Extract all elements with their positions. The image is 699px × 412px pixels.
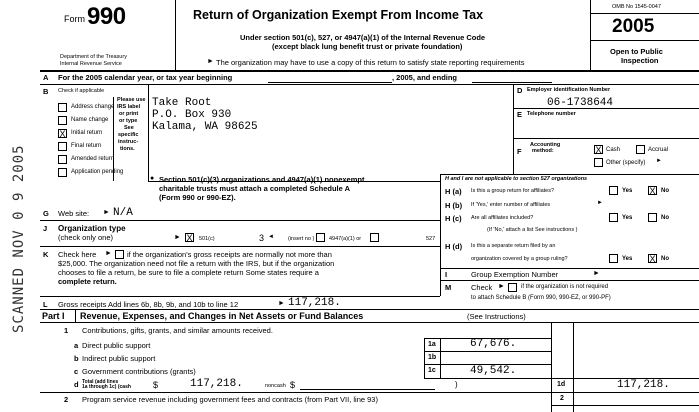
line1c-text: Government contributions (grants) xyxy=(82,367,196,376)
sec501-line2: charitable trusts must attach a completed Schedule A xyxy=(159,184,351,193)
line-g-label: Web site: xyxy=(58,209,90,218)
hc-text: Are all affiliates included? xyxy=(471,215,534,221)
line-k-check-here: Check here xyxy=(58,250,97,259)
other-method-checkbox[interactable] xyxy=(594,158,603,167)
scanned-stamp: SCANNED NOV 0 9 2005 xyxy=(11,144,27,333)
insert-no-label: (insert no ) xyxy=(288,236,315,242)
hd-no-checkbox[interactable]: X xyxy=(649,254,656,264)
h-note: H and I are not applicable to section 527 organizations xyxy=(445,176,588,182)
application-pending-label: Application pending xyxy=(71,169,124,175)
accrual-checkbox[interactable] xyxy=(636,145,645,154)
irs-label-7: instruc- xyxy=(118,139,139,145)
initial-return-label: Initial return xyxy=(71,130,103,136)
type-501c-checkbox[interactable]: X xyxy=(186,233,193,243)
irs-label-5: See xyxy=(124,125,134,131)
arrow-icon: ► xyxy=(174,234,181,241)
line1d-code: 1d xyxy=(557,381,566,388)
part1-note: (See Instructions) xyxy=(467,312,526,321)
accrual-label: Accrual xyxy=(648,147,669,153)
line1a-code: 1a xyxy=(428,341,436,348)
line1a-value: 67,676. xyxy=(470,338,517,350)
hc-label: H (c) xyxy=(445,214,462,223)
ha-yes-checkbox[interactable] xyxy=(609,186,618,195)
line1c-code: 1c xyxy=(428,367,436,374)
arrow-icon: ► xyxy=(498,283,505,290)
line-l-text: Gross receipts Add lines 6b, 8b, 9b, and 10b to line 12 xyxy=(58,300,239,309)
arrow-icon: ► xyxy=(103,209,110,216)
type-527-label: 527 xyxy=(426,236,436,242)
line-m-letter: M xyxy=(445,283,452,292)
hc-no-label: No xyxy=(661,215,669,221)
hc-yes-checkbox[interactable] xyxy=(609,213,618,222)
part1-label: Part I xyxy=(42,311,65,321)
line-l-letter: L xyxy=(43,300,48,309)
initial-return-checkbox[interactable]: X xyxy=(59,129,66,139)
line-e-label: Telephone number xyxy=(527,111,576,117)
amended-return-checkbox[interactable] xyxy=(58,155,67,164)
line-m-check: Check xyxy=(471,283,493,292)
hc-note: (If 'No,' attach a list See instructions ) xyxy=(487,227,578,233)
ha-no-checkbox[interactable]: X xyxy=(649,186,656,196)
bullet-icon: ● xyxy=(150,175,155,182)
form-subtitle1: Under section 501(c), 527, or 4947(a)(1) of the Internal Revenue Code xyxy=(240,33,486,42)
address-change-label: Address change xyxy=(71,104,115,110)
hd-yes-checkbox[interactable] xyxy=(609,254,618,263)
close-paren: ) xyxy=(455,380,458,389)
line-k-letter: K xyxy=(43,250,49,259)
hd-no-label: No xyxy=(661,256,669,262)
line1d-text2: 1a through 1c) (cash xyxy=(82,384,131,390)
arrow-icon: ◄ xyxy=(268,234,274,240)
form-number: 990 xyxy=(87,3,126,30)
type-501c-label: 501(c) xyxy=(199,236,215,242)
line-j-label2: (check only one) xyxy=(58,233,114,242)
final-return-label: Final return xyxy=(71,143,102,149)
irs-label-3: or print xyxy=(119,111,139,117)
line1d-num: d xyxy=(74,380,79,389)
dollar-icon: $ xyxy=(153,380,159,390)
irs-label-4: or type xyxy=(119,118,138,124)
hb-label: H (b) xyxy=(445,201,463,210)
application-pending-checkbox[interactable] xyxy=(58,168,67,177)
line2-text: Program service revenue including government fees and contracts (from Part VII, line 93) xyxy=(82,395,378,404)
hd-yes-label: Yes xyxy=(622,256,633,262)
type-527-checkbox[interactable] xyxy=(370,233,379,242)
arrow-icon: ► xyxy=(597,200,603,206)
org-city: Kalama, WA 98625 xyxy=(152,121,258,133)
line-j-letter: J xyxy=(43,224,48,233)
line1-num: 1 xyxy=(64,326,69,335)
line-k-line1: if the organization's gross receipts are normally not more than xyxy=(127,250,332,259)
tax-year: 2005 xyxy=(612,16,655,37)
arrow-icon: ► xyxy=(656,158,662,164)
final-return-checkbox[interactable] xyxy=(58,142,67,151)
irs-label-1: Please use xyxy=(117,97,146,103)
line2-num: 2 xyxy=(64,395,69,404)
cash-checkbox[interactable]: X xyxy=(595,145,602,155)
line-a-text: For the 2005 calendar year, or tax year beginning xyxy=(58,73,233,82)
line-k-line3: chooses to file a return, be sure to file a complete return Some states require a xyxy=(58,268,319,277)
hd-text2: organization covered by a group ruling? xyxy=(471,256,568,262)
part1-title: Revenue, Expenses, and Changes in Net Assets or Fund Balances xyxy=(80,311,364,321)
arrow-icon: ► xyxy=(593,270,600,277)
ein-value: 06-1738644 xyxy=(547,97,614,109)
hd-text1: Is this a separate return filed by an xyxy=(471,243,556,249)
type-4947-label: 4947(a)(1) or xyxy=(329,236,362,242)
line-k-line4: complete return. xyxy=(58,277,117,286)
form-subtitle2: (except black lung benefit trust or private foundation) xyxy=(272,42,463,51)
type-4947-checkbox[interactable] xyxy=(316,233,325,242)
sec501-line1: Section 501(c)(3) organizations and 4947(a)(1) nonexempt xyxy=(159,175,365,184)
line-m-text2: to attach Schedule B (Form 990, 990-EZ, or 990-PF) xyxy=(471,295,611,301)
m-checkbox[interactable] xyxy=(508,283,517,292)
arrow-icon: ► xyxy=(278,300,285,307)
line1a-num: a xyxy=(74,341,79,350)
line-e-letter: E xyxy=(517,110,523,119)
gross-receipts-value: 117,218. xyxy=(288,297,341,309)
line-i-text: Group Exemption Number xyxy=(471,270,559,279)
ha-text: Is this a group return for affiliates? xyxy=(471,188,555,194)
line-m-text1: if the organization is not required xyxy=(521,284,609,290)
hd-label: H (d) xyxy=(445,242,463,251)
dept-line1: Department of the Treasury xyxy=(60,54,127,60)
line-i-letter: I xyxy=(445,270,448,279)
line1d-text1: Total (add lines xyxy=(82,379,119,385)
irs-label-8: tions. xyxy=(120,146,135,152)
type-501c-number: 3 xyxy=(259,233,265,243)
address-change-checkbox[interactable] xyxy=(58,103,67,112)
line-g-letter: G xyxy=(43,209,49,218)
form-word: Form xyxy=(64,14,85,24)
open-public-1: Open to Public xyxy=(610,47,663,56)
line-j-label1: Organization type xyxy=(58,224,126,233)
k-checkbox[interactable] xyxy=(115,250,124,259)
line-a-mid: , 2005, and ending xyxy=(392,73,458,82)
cash-label: Cash xyxy=(606,147,621,153)
name-change-checkbox[interactable] xyxy=(58,116,67,125)
line2-code: 2 xyxy=(560,395,564,402)
line-a-letter: A xyxy=(43,73,49,82)
line-b-title: Check if applicable xyxy=(58,88,105,94)
open-public-2: Inspection xyxy=(621,56,659,65)
omb-number: OMB No 1545-0047 xyxy=(612,4,661,10)
line-b-letter: B xyxy=(43,87,49,96)
amended-return-label: Amended return xyxy=(71,156,115,162)
dollar-icon: $ xyxy=(290,380,296,390)
line1b-code: 1b xyxy=(428,354,437,361)
arrow-icon: ► xyxy=(105,250,112,257)
line-k-line2: $25,000. The organization need not file a return with the IRS, but if the organization xyxy=(58,259,335,268)
irs-label-6: specific xyxy=(118,132,139,138)
org-name: Take Root xyxy=(152,97,212,109)
line1b-text: Indirect public support xyxy=(82,354,156,363)
other-method-label: Other (specify) xyxy=(606,160,646,166)
line-f-label2: method: xyxy=(532,148,554,154)
ha-label: H (a) xyxy=(445,187,462,196)
line-f-label1: Accounting xyxy=(530,142,561,148)
line1a-text: Direct public support xyxy=(82,341,151,350)
dept-line2: Internal Revenue Service xyxy=(60,61,122,67)
state-notice: The organization may have to use a copy of this return to satisfy state reporting requirements xyxy=(216,58,525,67)
line1b-num: b xyxy=(74,354,79,363)
line1d-value: 117,218. xyxy=(617,379,670,391)
line-f-letter: F xyxy=(517,147,522,156)
name-change-label: Name change xyxy=(71,117,109,123)
line-d-label: Employer identification Number xyxy=(527,87,611,93)
arrow-icon: ► xyxy=(207,58,214,65)
form-title: Return of Organization Exempt From Income Tax xyxy=(193,8,484,22)
line1d-cash-value: 117,218. xyxy=(190,378,243,390)
org-address: P.O. Box 930 xyxy=(152,109,232,121)
sec501-line3: (Form 990 or 990-EZ). xyxy=(159,193,236,202)
line1d-noncash: noncash xyxy=(265,383,286,389)
irs-label-2: IRS label xyxy=(117,104,141,110)
ha-yes-label: Yes xyxy=(622,188,633,194)
ha-no-label: No xyxy=(661,188,669,194)
hc-no-checkbox[interactable] xyxy=(648,213,657,222)
line-d-letter: D xyxy=(517,86,523,95)
website-value: N/A xyxy=(113,207,133,219)
line1-text: Contributions, gifts, grants, and similar amounts received. xyxy=(82,326,273,335)
hc-yes-label: Yes xyxy=(622,215,633,221)
hb-text: If 'Yes,' enter number of affiliates xyxy=(471,202,551,208)
line1c-value: 49,542. xyxy=(470,365,517,377)
line1c-num: c xyxy=(74,367,79,376)
